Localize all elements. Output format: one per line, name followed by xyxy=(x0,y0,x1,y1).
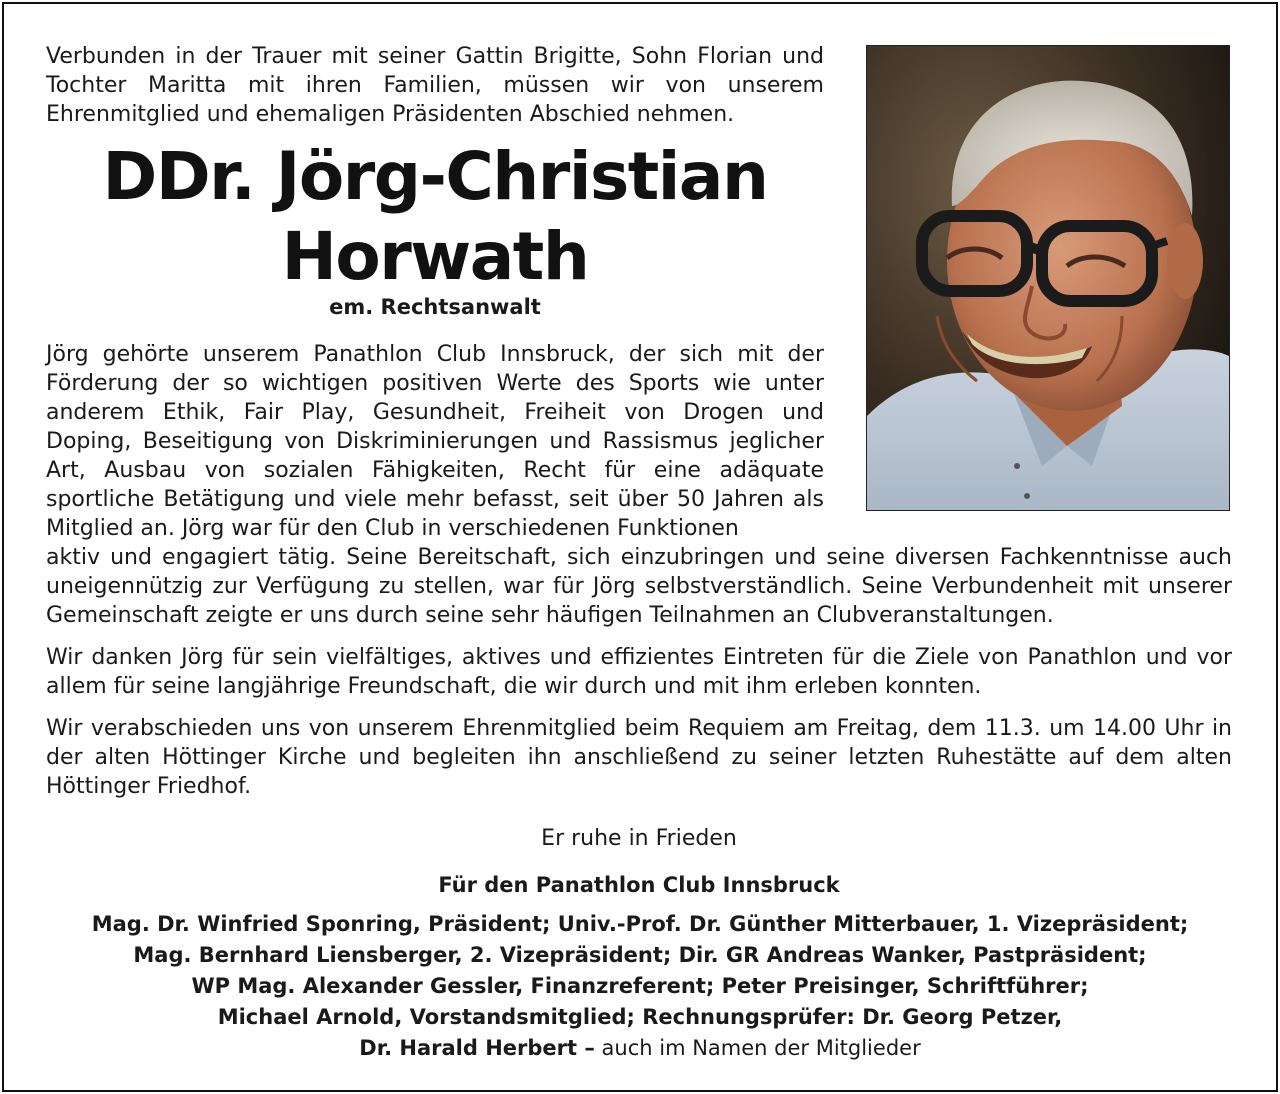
wide-paragraphs xyxy=(46,543,1232,801)
signers-line-3: WP Mag. Alexander Gessler, Finanzreferent; Peter Preisinger, Schriftführer; xyxy=(191,974,1089,998)
name-line-1: DDr. Jörg-Christian xyxy=(102,138,768,215)
portrait-photo xyxy=(866,45,1230,511)
name-line-2: Horwath xyxy=(281,218,589,295)
signers-list xyxy=(10,909,1270,1064)
signers-line-5-names: Dr. Harald Herbert – xyxy=(359,1036,595,1060)
tribute-paragraph-part-2: aktiv und engagiert tätig. Seine Bereitschaft, sich einzubringen und seine diversen Fachkenntnisse auch uneigennützig zur Verfügung zu stellen, war für Jörg selbstverständlich. Seine Verbundenheit mit unserer Gemeinschaft zeigte er uns durch seine sehr häufigen Teilnahmen an Clubveranstaltungen. xyxy=(46,545,1232,628)
portrait-photo-icon xyxy=(867,46,1229,510)
thanks-paragraph: Wir danken Jörg für sein vielfältiges, aktives und effizientes Eintreten für die Ziele von Panathlon und vor allem für seine langjährige Freundschaft, die wir durch und mit ihm erleben konnten. xyxy=(46,645,1232,699)
signers-line-5-suffix: auch im Namen der Mitglieder xyxy=(594,1036,921,1060)
signers-line-4: Michael Arnold, Vorstandsmitglied; Rechnungsprüfer: Dr. Georg Petzer, xyxy=(217,1005,1063,1029)
intro-text: Verbunden in der Trauer mit seiner Gattin Brigitte, Sohn Florian und Tochter Maritta mit ihren Familien, müssen wir von unserem Ehrenmitglied und ehemaligen Präsidenten Abschied nehmen. xyxy=(46,44,824,127)
profession: em. Rechtsanwalt xyxy=(329,295,541,319)
deceased-name xyxy=(46,137,824,297)
tribute-paragraph-part-1: Jörg gehörte unserem Panathlon Club Innsbruck, der sich mit der Förderung der so wichtigen positiven Werte des Sports wie unter anderem Ethik, Fair Play, Gesundheit, Freiheit von Drogen und Doping, Beseitigung von Diskriminierungen und Rassismus jeglicher Art, Ausbau von sozialen Fähigkeiten, Recht für eine adäquate sportliche Betätigung und viele mehr befasst, seit über 50 Jahren als Mitglied an. Jörg war für den Club in verschiedenen Funktionen xyxy=(46,342,824,541)
farewell-paragraph: Wir verabschieden uns von unserem Ehrenmitglied beim Requiem am Freitag, dem 11.3. um 14.00 Uhr in der alten Höttinger Kirche und begleiten ihn anschließend zu seiner letzten Ruhestätte auf dem alten Höttinger Friedhof. xyxy=(46,716,1232,799)
signers-line-5 xyxy=(10,1033,1270,1064)
organization-name: Für den Panathlon Club Innsbruck xyxy=(438,873,840,897)
signers-line-1: Mag. Dr. Winfried Sponring, Präsident; Univ.-Prof. Dr. Günther Mitterbauer, 1. Vizepräsident; xyxy=(91,912,1189,936)
signers-line-2: Mag. Bernhard Liensberger, 2. Vizepräsident; Dir. GR Andreas Wanker, Pastpräsident; xyxy=(133,943,1147,967)
rest-in-peace: Er ruhe in Frieden xyxy=(541,826,737,851)
